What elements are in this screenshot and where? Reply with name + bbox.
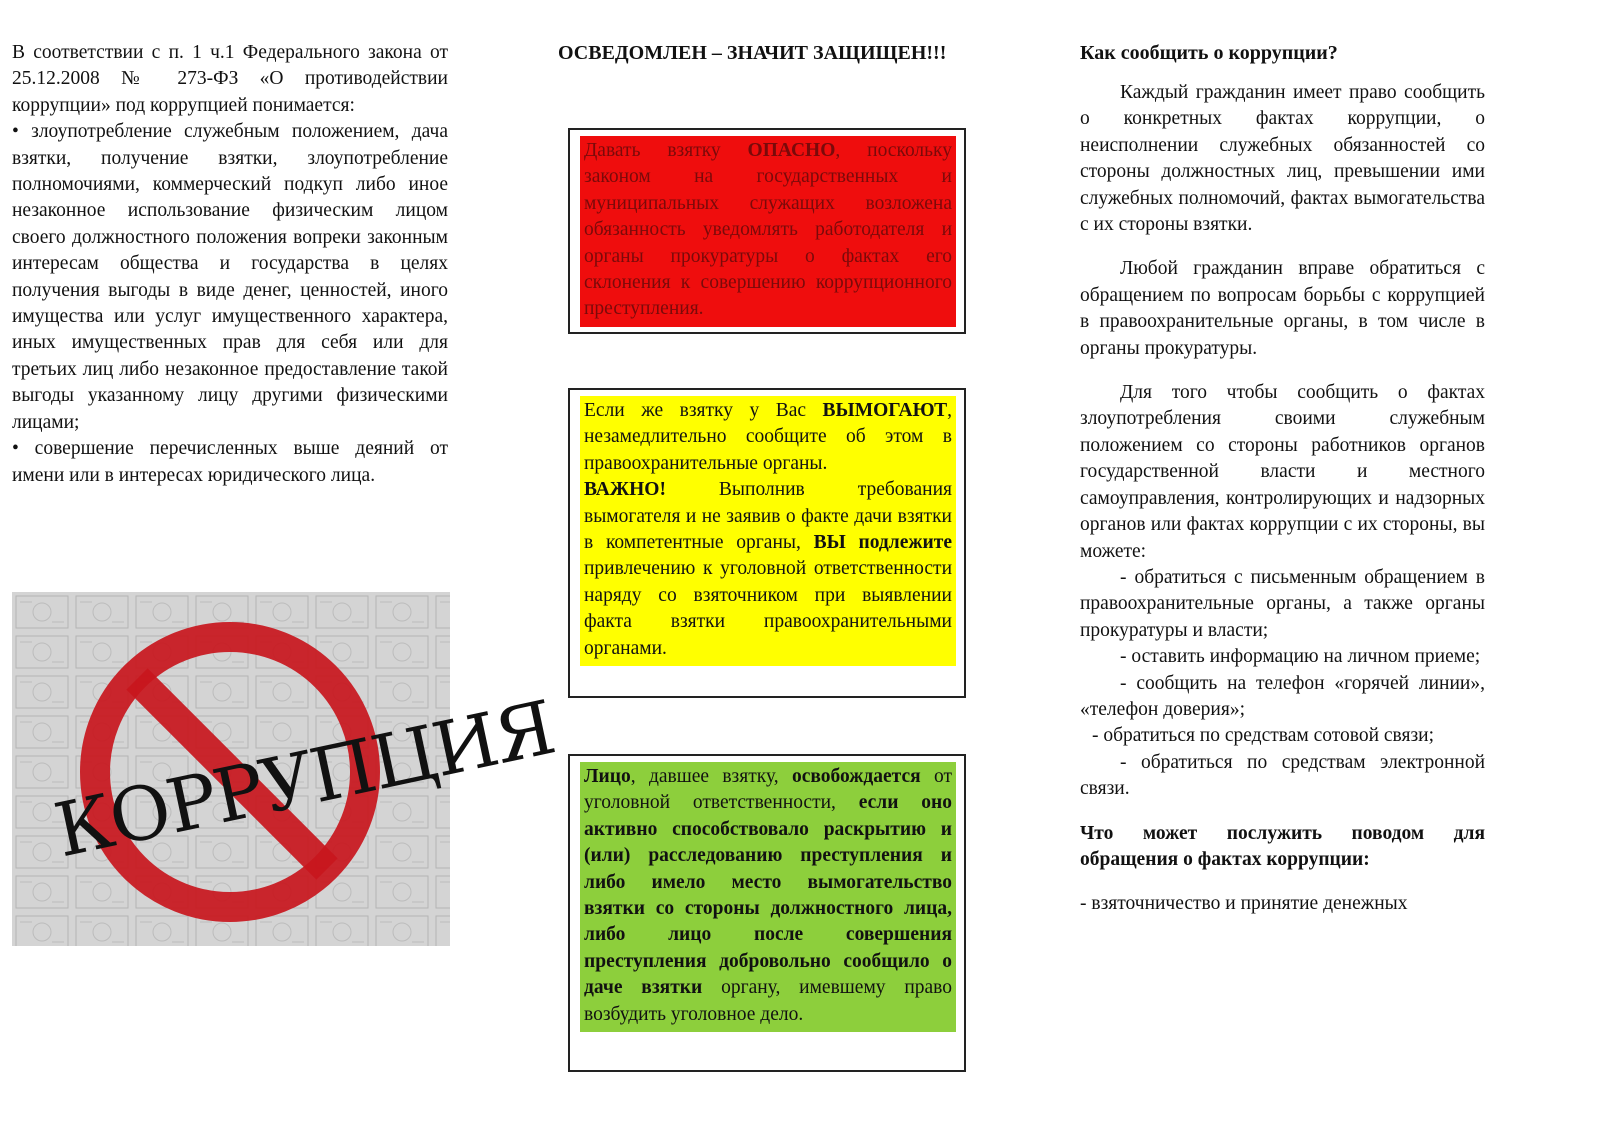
- reasons-subtitle: Что может послужить поводом для обращения о фактах коррупции:: [1080, 822, 1485, 870]
- important-text-2: привлечению к уголовной ответственности наряду со взяточником при выявлении факта взятки правоохранительными органами.: [584, 558, 952, 659]
- corruption-stop-illustration: [12, 592, 561, 946]
- extortion-emphasis: ВЫМОГАЮТ: [822, 400, 948, 421]
- report-option-4: - обратиться по средствам сотовой связи;: [1092, 725, 1435, 747]
- right-title: Как сообщить о коррупции?: [1080, 42, 1338, 64]
- reasons-first-line: - взяточничество и принятие денежных: [1080, 893, 1408, 915]
- danger-text-2: , поскольку законом на государственных и муниципальных служащих возложена обязанность уведомлять работодателя и органы прокуратуры о фактах его склонения к совершению коррупционного преступления.: [584, 140, 953, 320]
- exemption-bold-2: освобождается: [791, 766, 921, 787]
- important-emphasis: ВЫ подлежите: [813, 532, 952, 554]
- right-paragraph-2: Любой гражданин вправе обратиться с обращением по вопросам борьбы с коррупцией в правоохранительные органы, в том числе в органы прокуратуры.: [1080, 258, 1485, 359]
- definition-bullet-2: • совершение перечисленных выше деяний от имени или в интересах юридического лица.: [12, 438, 448, 486]
- exemption-text-2: от уголовной ответственности,: [584, 766, 953, 814]
- extortion-box-content: [580, 396, 956, 666]
- report-option-3: - сообщить на телефон «горячей линии», «телефон доверия»;: [1080, 672, 1485, 720]
- right-paragraph-3: Для того чтобы сообщить о фактах злоупотребления своими служебным положением со стороны работников органов государственной власти и местного самоуправления, контролирующих и надзорных органов или фактах коррупции с их стороны, вы можете:: [1080, 382, 1485, 562]
- corruption-stop-image: [12, 592, 561, 946]
- important-text-1: Выполнив требования вымогателя и не заявив о факте дачи взятки в компетентные органы,: [584, 479, 952, 554]
- exemption-box: [568, 754, 966, 1072]
- right-column: [1080, 40, 1485, 918]
- report-option-5: - обратиться по средствам электронной связи.: [1080, 751, 1485, 800]
- extortion-box: [568, 388, 966, 698]
- definition-intro: В соответствии с п. 1 ч.1 Федерального закона от 25.12.2008 № 273-ФЗ «О противодействии коррупции» под коррупцией понимается:: [12, 42, 448, 116]
- extortion-text-2: , незамедлительно сообщите об этом в правоохранительные органы.: [584, 400, 952, 474]
- exemption-bold-3: если оно активно способствовало раскрытию и (или) расследованию преступления и либо имело место вымогательство взятки со стороны должностного лица, либо лицо после совершения преступления добровольно сообщило о даче взятки: [584, 792, 953, 999]
- danger-emphasis: ОПАСНО: [747, 140, 836, 161]
- danger-box: [568, 128, 966, 334]
- definition-bullet-1: • злоупотребление служебным положением, дача взятки, получение взятки, злоупотребление полномочиями, коммерческий подкуп либо иное незаконное использование физическим лицом своего должностного положения вопреки законным интересам общества и государства в целях получения выгоды в виде денег, ценностей, иного имущества или услуг имущественного характера, иных имущественных прав для себя или для третьих лиц либо незаконное предоставление такой выгоды указанному лицу другими физическими лицами;: [12, 121, 448, 433]
- report-option-1: - обратиться с письменным обращением в правоохранительные органы, а также органы прокуратуры и власти;: [1080, 566, 1485, 641]
- right-paragraph-1: Каждый гражданин имеет право сообщить о конкретных фактах коррупции, о неисполнении служебных обязанностей со стороны должностных лиц, превышении ими служебных полномочий, фактах вымогательства с их стороны взятки.: [1080, 82, 1485, 236]
- exemption-text-3: органу, имевшему право возбудить уголовное дело.: [584, 977, 953, 1025]
- important-label: ВАЖНО!: [584, 479, 666, 501]
- danger-text-1: Давать взятку: [584, 140, 748, 161]
- extortion-text-1: Если же взятку у Вас: [584, 400, 823, 421]
- danger-box-content: [580, 136, 956, 327]
- middle-column: [558, 40, 978, 66]
- left-column: [12, 40, 448, 489]
- corruption-word: КОРРУПЦИЯ: [47, 685, 561, 875]
- exemption-text-1: , давшее взятку,: [630, 766, 792, 787]
- exemption-bold-1: Лицо: [584, 766, 631, 787]
- report-option-2: - оставить информацию на личном приеме;: [1120, 646, 1481, 668]
- middle-title: ОСВЕДОМЛЕН – ЗНАЧИТ ЗАЩИЩЕН!!!: [558, 42, 947, 64]
- exemption-box-content: [580, 762, 956, 1032]
